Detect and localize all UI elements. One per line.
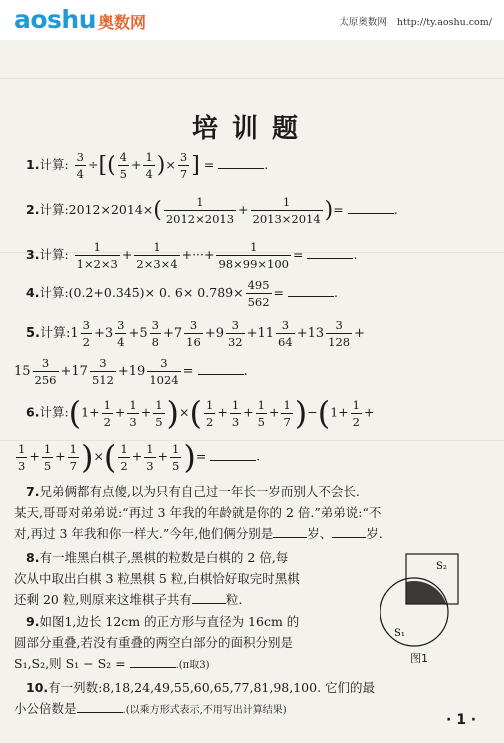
answer-blank[interactable] — [348, 202, 394, 214]
site-name: 太原奥数网 — [339, 17, 387, 28]
answer-blank[interactable] — [332, 526, 366, 538]
problem-4: 4.计算:(0.2̇+0.34̇5̇)× 0. 6× 0.78̇9̇× $\frac{495}{562}$ = . — [26, 278, 338, 309]
label-s2: S₂ — [436, 561, 447, 572]
problem-7: 7.兄弟俩都有点傻,以为只有自己过一年长一岁而别人不会长. — [26, 484, 360, 499]
problem-7-line2: 某天,哥哥对弟弟说:“再过 3 年我的年龄就是你的 2 倍.”弟弟说:“不 — [14, 505, 382, 520]
problem-5-cont: 15 $\frac{3}{256}$ +17 $\frac{3}{512}$ +19 $\frac{3}{1024}$ = . — [14, 356, 248, 387]
problem-7-line3: 对,再过 3 年我和你一样大.”今年,他们俩分别是 岁、 岁. — [14, 526, 383, 541]
problem-8: 8.有一堆黑白棋子,黑棋的粒数是白棋的 2 倍,每 — [26, 550, 289, 565]
answer-blank[interactable] — [192, 592, 226, 604]
answer-blank[interactable] — [218, 157, 264, 169]
problem-9-line3: S₁,S₂,则 S₁ − S₂ = .(π取3) — [14, 656, 210, 671]
answer-blank[interactable] — [307, 247, 353, 259]
problem-10-line2: 小公倍数是 .(以乘方形式表示,不用写出计算结果) — [14, 701, 287, 716]
page-number: · 1 · — [446, 712, 477, 728]
site-url[interactable]: http://ty.aoshu.com/ — [396, 17, 492, 28]
problem-1: 1.计算: $\frac{3}{4}$ ÷[( $\frac{4}{5}$ + $\frac{1}{4}$ )× $\frac{3}{7}$ ] = . — [26, 150, 269, 181]
answer-blank[interactable] — [288, 285, 334, 297]
figure-1-diagram — [380, 552, 460, 656]
problem-9-line2: 圆部分重叠,若没有重叠的两空白部分的面积分别是 — [14, 635, 293, 650]
answer-blank[interactable] — [77, 701, 123, 713]
answer-blank[interactable] — [273, 526, 307, 538]
answer-blank[interactable] — [198, 363, 244, 375]
aoshu-logo[interactable]: aoshu 奥数网 — [14, 5, 147, 34]
label-s1: S₁ — [394, 628, 405, 639]
problem-5: 5.计算:1 $\frac{3}{2}$ +3 $\frac{3}{4}$ +5 $\frac{3}{8}$ +7 $\frac{3}{16}$ +9 $\frac{3}{32}$ +11 $\frac{3}{64}$ +13 $\frac{3}{128}$ + — [26, 318, 365, 349]
problem-8-line2: 次从中取出白棋 3 粒黑棋 5 粒,白棋恰好取完时黑棋 — [14, 571, 300, 586]
problem-6: 6.计算:(1+ $\frac{1}{2}$ + $\frac{1}{3}$ + $\frac{1}{5}$ )×( $\frac{1}{2}$ + $\frac{1}{3}$ + $\frac{1}{5}$ + $\frac{1}{7}$ )−(1+ $\frac{1}{2}$ + — [26, 394, 375, 432]
page-title: 培训题 — [191, 114, 312, 144]
figure-caption: 图1 — [410, 652, 428, 665]
site-info — [339, 14, 492, 28]
problem-10: 10.有一列数:8,18,24,49,55,60,65,77,81,98,100. 它们的最 — [26, 680, 376, 695]
problem-2: 2.计算:2012×2014×( $\frac{1}{2012\times 2013}$ + $\frac{1}{2013\times 2014}$ )= . — [26, 195, 398, 226]
problem-8-line3: 还剩 20 粒,则原来这堆棋子共有 粒. — [14, 592, 243, 607]
problem-9: 9.如图1,边长 12cm 的正方形与直径为 16cm 的 — [26, 614, 300, 629]
problem-3: 3.计算: $\frac{1}{1\times 2\times 3}$ + $\frac{1}{2\times 3\times 4}$ +···+ $\frac{1}{98\times 99\times 100}$ = . — [26, 240, 358, 271]
site-header — [0, 0, 504, 40]
problem-6-cont: $\frac{1}{3}$ + $\frac{1}{5}$ + $\frac{1}{7}$ )×( $\frac{1}{2}$ + $\frac{1}{3}$ + $\frac{1}{5}$ )= . — [18, 438, 261, 476]
answer-blank[interactable] — [210, 449, 256, 461]
answer-blank[interactable] — [130, 656, 176, 668]
background-texture — [0, 78, 504, 79]
